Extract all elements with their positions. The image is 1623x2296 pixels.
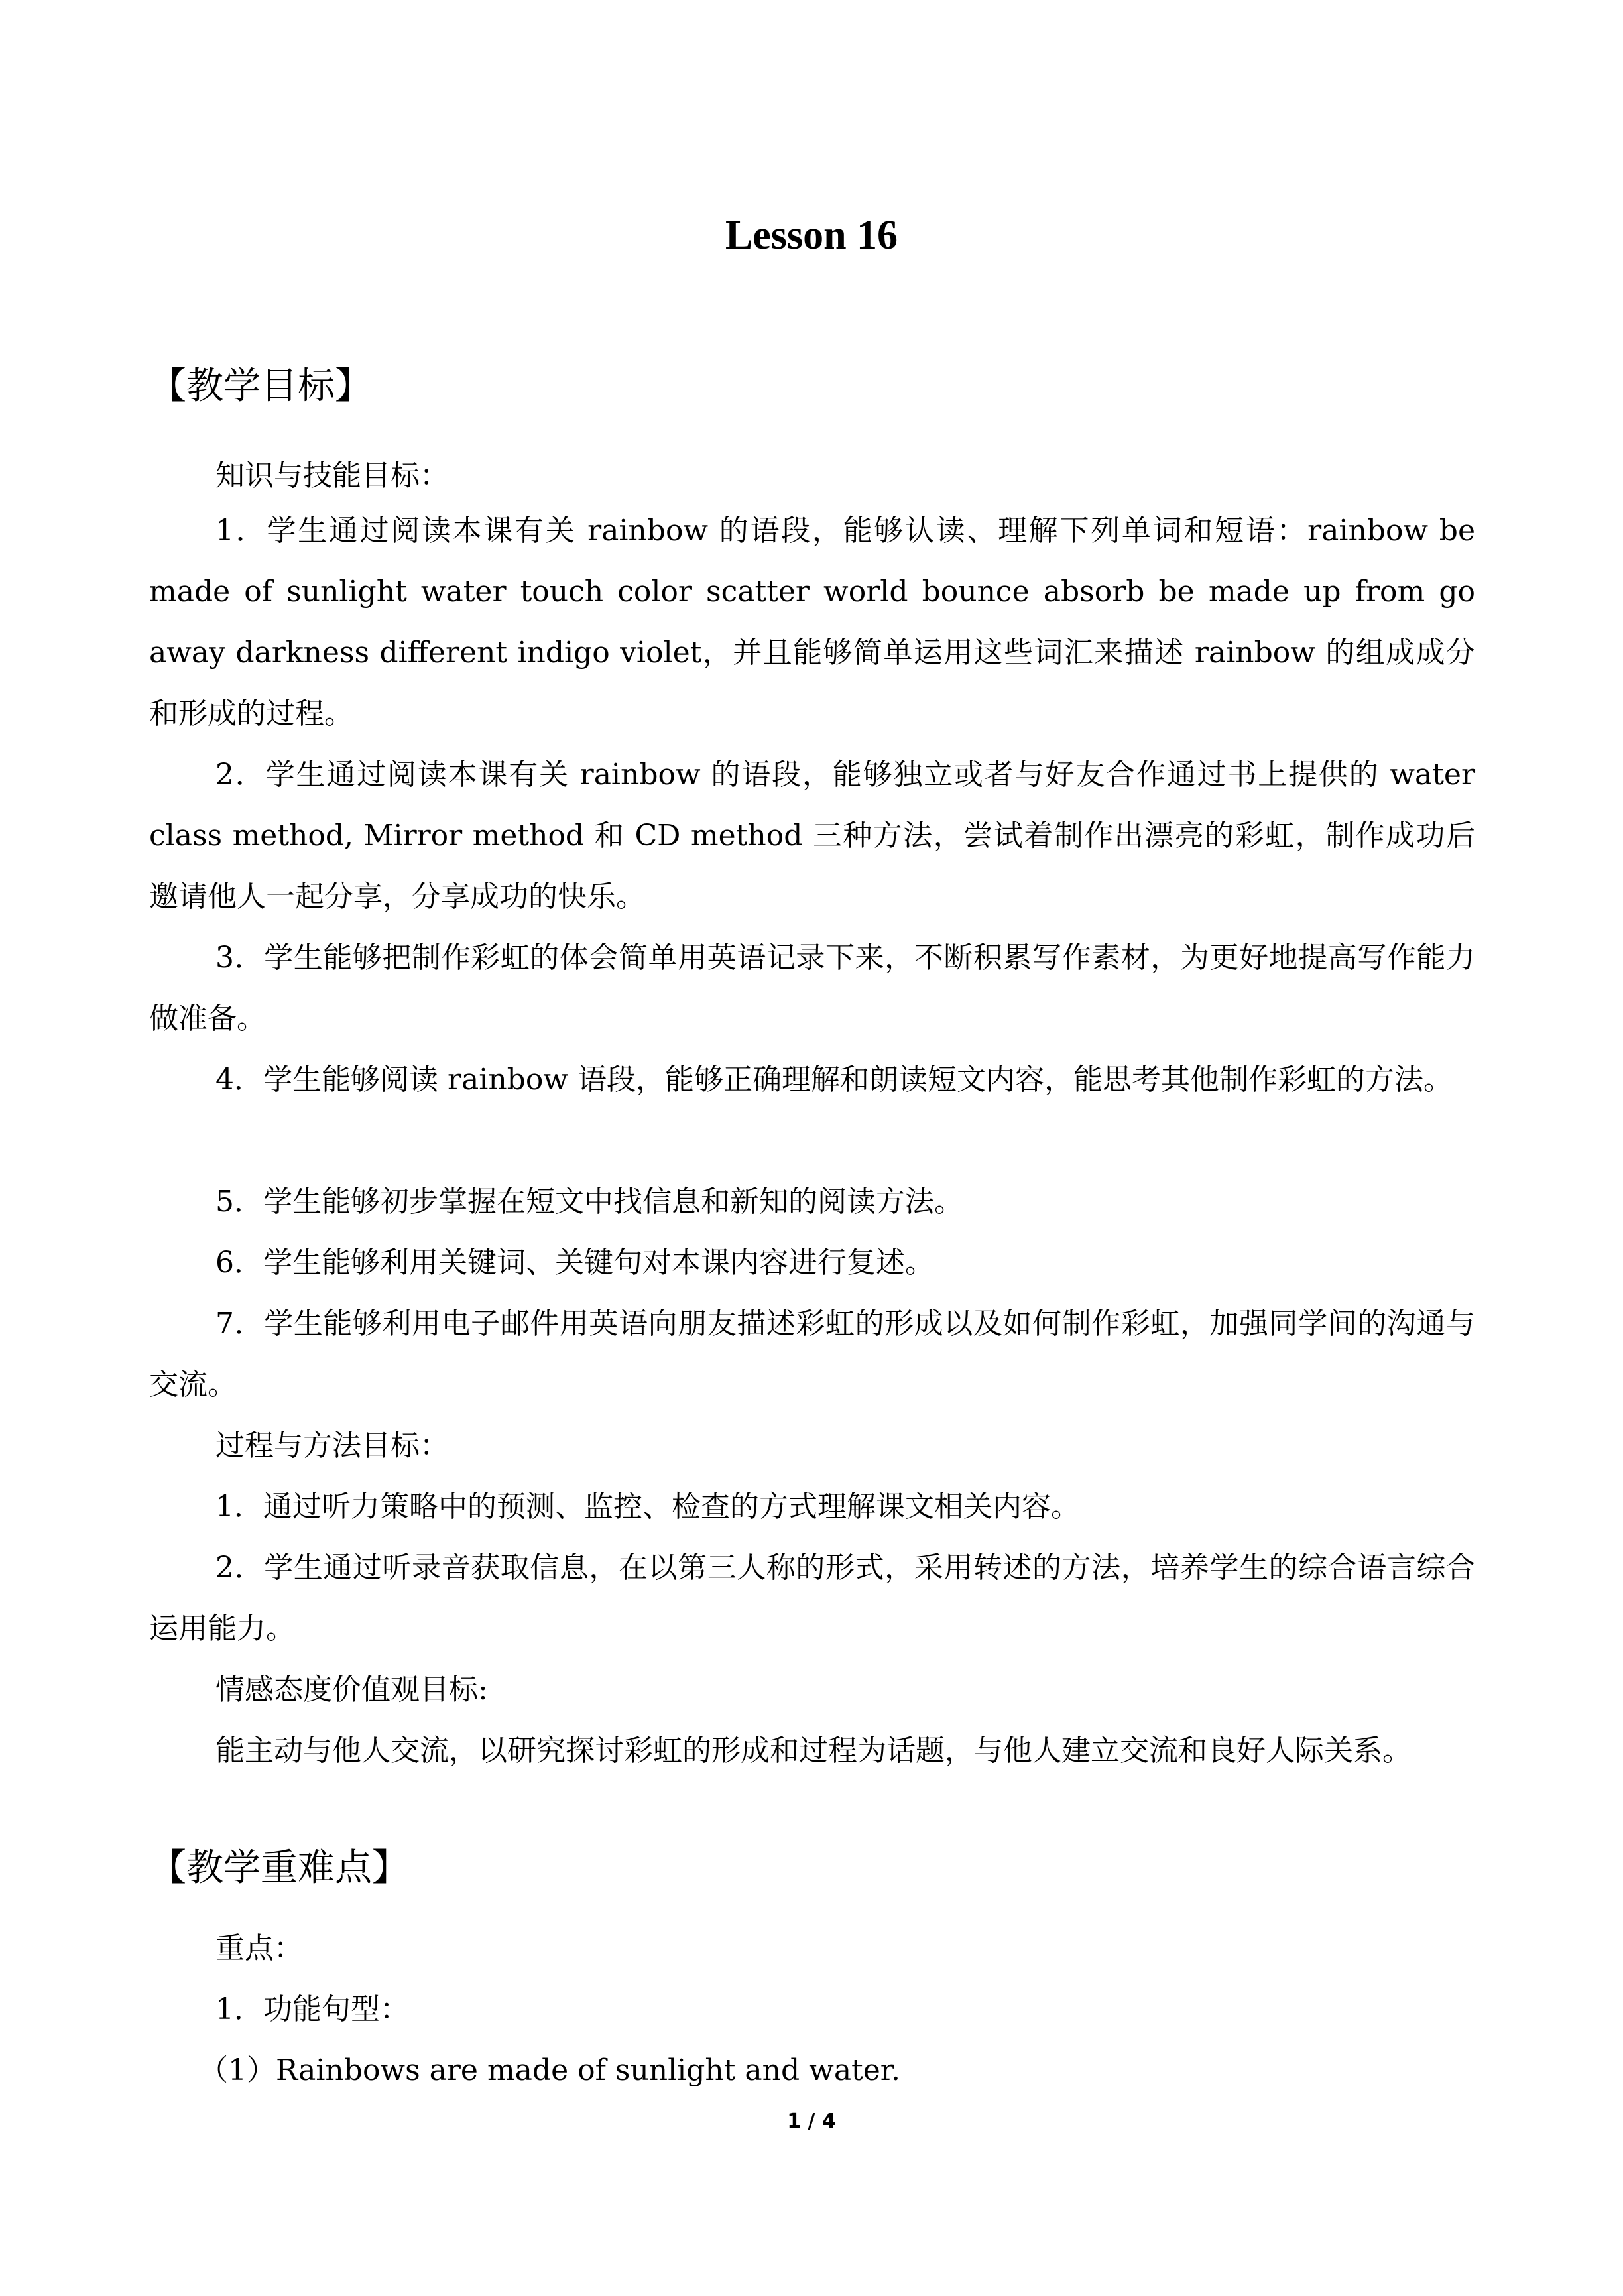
page-title: Lesson 16 xyxy=(725,213,898,258)
page-number: 1 / 4 xyxy=(787,2110,836,2133)
focus-label: 重点： xyxy=(215,1931,303,1965)
process-item-1: 1．通过听力策略中的预测、监控、检查的方式理解课文相关内容。 xyxy=(215,1490,1080,1524)
keypoints-heading: 【教学重难点】 xyxy=(149,1846,409,1890)
knowledge-item-2: 2．学生通过阅读本课有关 rainbow 的语段，能够独立或者与好友合作通过书上提供的 water class method, Mirror method 和 CD method 三种方法，尝试着制作出漂亮的彩虹，制作成功后邀请他人一起分享，分享成功的快乐。 xyxy=(149,758,1475,914)
process-label: 过程与方法目标： xyxy=(215,1429,449,1463)
knowledge-item-7: 7．学生能够利用电子邮件用英语向朋友描述彩虹的形成以及如何制作彩虹，加强同学间的沟通与交流。 xyxy=(149,1307,1475,1402)
knowledge-item-1: 1．学生通过阅读本课有关 rainbow 的语段，能够认读、理解下列单词和短语：rainbow be made of sunlight water touch color scatter world bounce absorb be made up from go away darkness different indigo violet，并且能够简单运用这些词汇来描述 rainbow 的组成成分和形成的过程。 xyxy=(149,514,1475,731)
knowledge-skills-label: 知识与技能目标： xyxy=(215,459,449,493)
sentence-1: （1）Rainbows are made of sunlight and water. xyxy=(199,2053,900,2087)
emotion-text: 能主动与他人交流，以研究探讨彩虹的形成和过程为话题，与他人建立交流和良好人际关系。 xyxy=(215,1734,1412,1768)
process-item-2: 2．学生通过听录音获取信息，在以第三人称的形式，采用转述的方法，培养学生的综合语言综合运用能力。 xyxy=(149,1551,1475,1646)
knowledge-item-4: 4．学生能够阅读 rainbow 语段，能够正确理解和朗读短文内容，能思考其他制作彩虹的方法。 xyxy=(215,1063,1453,1097)
function-label: 1．功能句型： xyxy=(215,1992,409,2026)
objectives-heading: 【教学目标】 xyxy=(149,365,372,408)
knowledge-item-3: 3．学生能够把制作彩虹的体会简单用英语记录下来，不断积累写作素材，为更好地提高写作能力做准备。 xyxy=(149,941,1475,1036)
emotion-label: 情感态度价值观目标: xyxy=(215,1673,488,1707)
knowledge-item-5: 5．学生能够初步掌握在短文中找信息和新知的阅读方法。 xyxy=(215,1185,963,1219)
knowledge-item-6: 6．学生能够利用关键词、关键句对本课内容进行复述。 xyxy=(215,1246,934,1280)
